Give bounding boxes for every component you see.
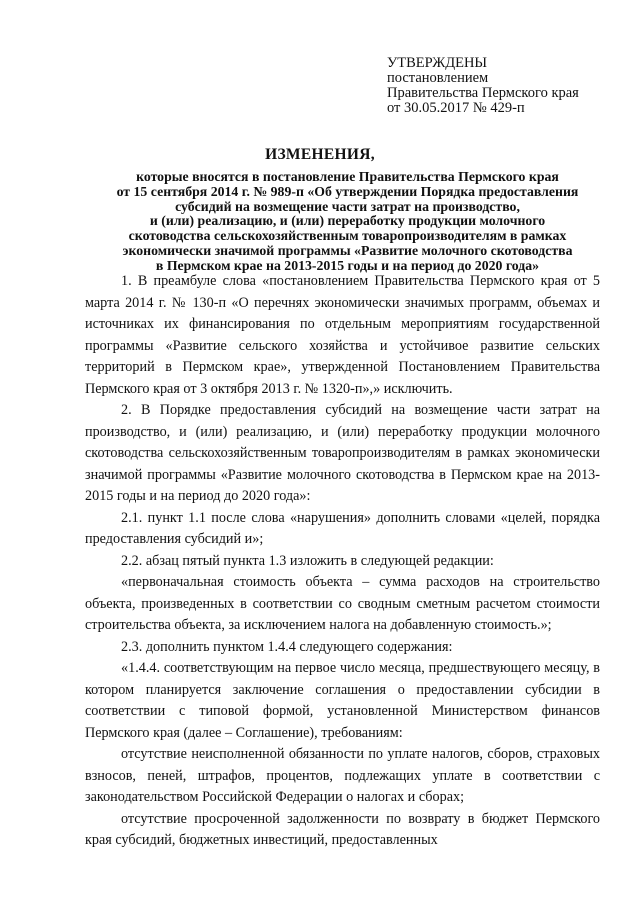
approval-line: постановлением (387, 70, 489, 86)
title-line: субсидий на возмещение части затрат на производство, (175, 198, 520, 214)
title-line: от 15 сентября 2014 г. № 989-п «Об утверждении Порядка предоставления (116, 183, 579, 199)
approval-line: Правительства Пермского края (387, 85, 579, 101)
title-line: экономически значимой программы «Развитие молочного скотоводства (122, 242, 573, 258)
title-line: которые вносятся в постановление Правительства Пермского края (136, 169, 559, 184)
paragraph-2-2: 2.2. абзац пятый пункта 1.3 изложить в следующей редакции: (121, 552, 494, 569)
approval-title: УТВЕРЖДЕНЫ (387, 55, 488, 71)
title-line: и (или) реализацию, и (или) переработку продукции молочного (149, 213, 546, 229)
document-body (85, 271, 600, 852)
paragraph-requirement-2: отсутствие просроченной задолженности по возврату в бюджет Пермского края субсидий, бюджетных инвестиций, предоставленных (85, 810, 600, 848)
paragraph-1: 1. В преамбуле слова «постановлением Правительства Пермского края от 5 марта 2014 г. № 130-п «О перечнях экономически значимых программ, объемах и источниках их финансирования по отдельным мероприятиям государственной программы «Развитие сельского хозяйства и устойчивое развитие сельских территорий в Пермском крае», утвержденной Постановлением Правительства Пермского края от 3 октября 2013 г. № 1320-п»,» исключить. (85, 273, 600, 397)
approval-stamp (387, 56, 579, 116)
paragraph-2-1: 2.1. пункт 1.1 после слова «нарушения» дополнить словами «целей, порядка предоставления субсидий и»; (85, 509, 600, 547)
title-line: в Пермском крае на 2013-2015 годы и на период до 2020 года» (155, 257, 540, 273)
paragraph-1-4-4: «1.4.4. соответствующим на первое число месяца, предшествующего месяцу, в котором планируется заключение соглашения о предоставлении субсидии в соответствии с типовой формой, установленной Министерством финансов Пермского края (далее – Соглашение), требованиям: (85, 660, 600, 741)
title-line: скотоводства сельскохозяйственным товаропроизводителям в рамках (128, 228, 567, 244)
paragraph-quote: «первоначальная стоимость объекта – сумма расходов на строительство объекта, произведенных в соответствии со сводным сметным расчетом стоимости строительства объекта, за исключением налога на добавленную стоимость.»; (85, 574, 600, 633)
paragraph-2: 2. В Порядке предоставления субсидий на возмещение части затрат на производство, и (или) реализацию, и (или) переработку продукции молочного скотоводства сельскохозяйственным товаропроизводителям в рамках экономически значимой программы «Развитие молочного скотоводства в Пермском крае на 2013-2015 годы и на период до 2020 года»: (85, 402, 600, 504)
paragraph-2-3: 2.3. дополнить пунктом 1.4.4 следующего содержания: (121, 638, 453, 655)
paragraph-requirement-1: отсутствие неисполненной обязанности по уплате налогов, сборов, страховых взносов, пеней, штрафов, процентов, подлежащих уплате в соответствии с законодательством Российской Федерации о налогах и сборах; (85, 746, 600, 805)
approval-date: от 30.05.2017 № 429-п (387, 100, 525, 116)
document-title (80, 170, 615, 274)
document-heading: ИЗМЕНЕНИЯ, (265, 146, 375, 163)
